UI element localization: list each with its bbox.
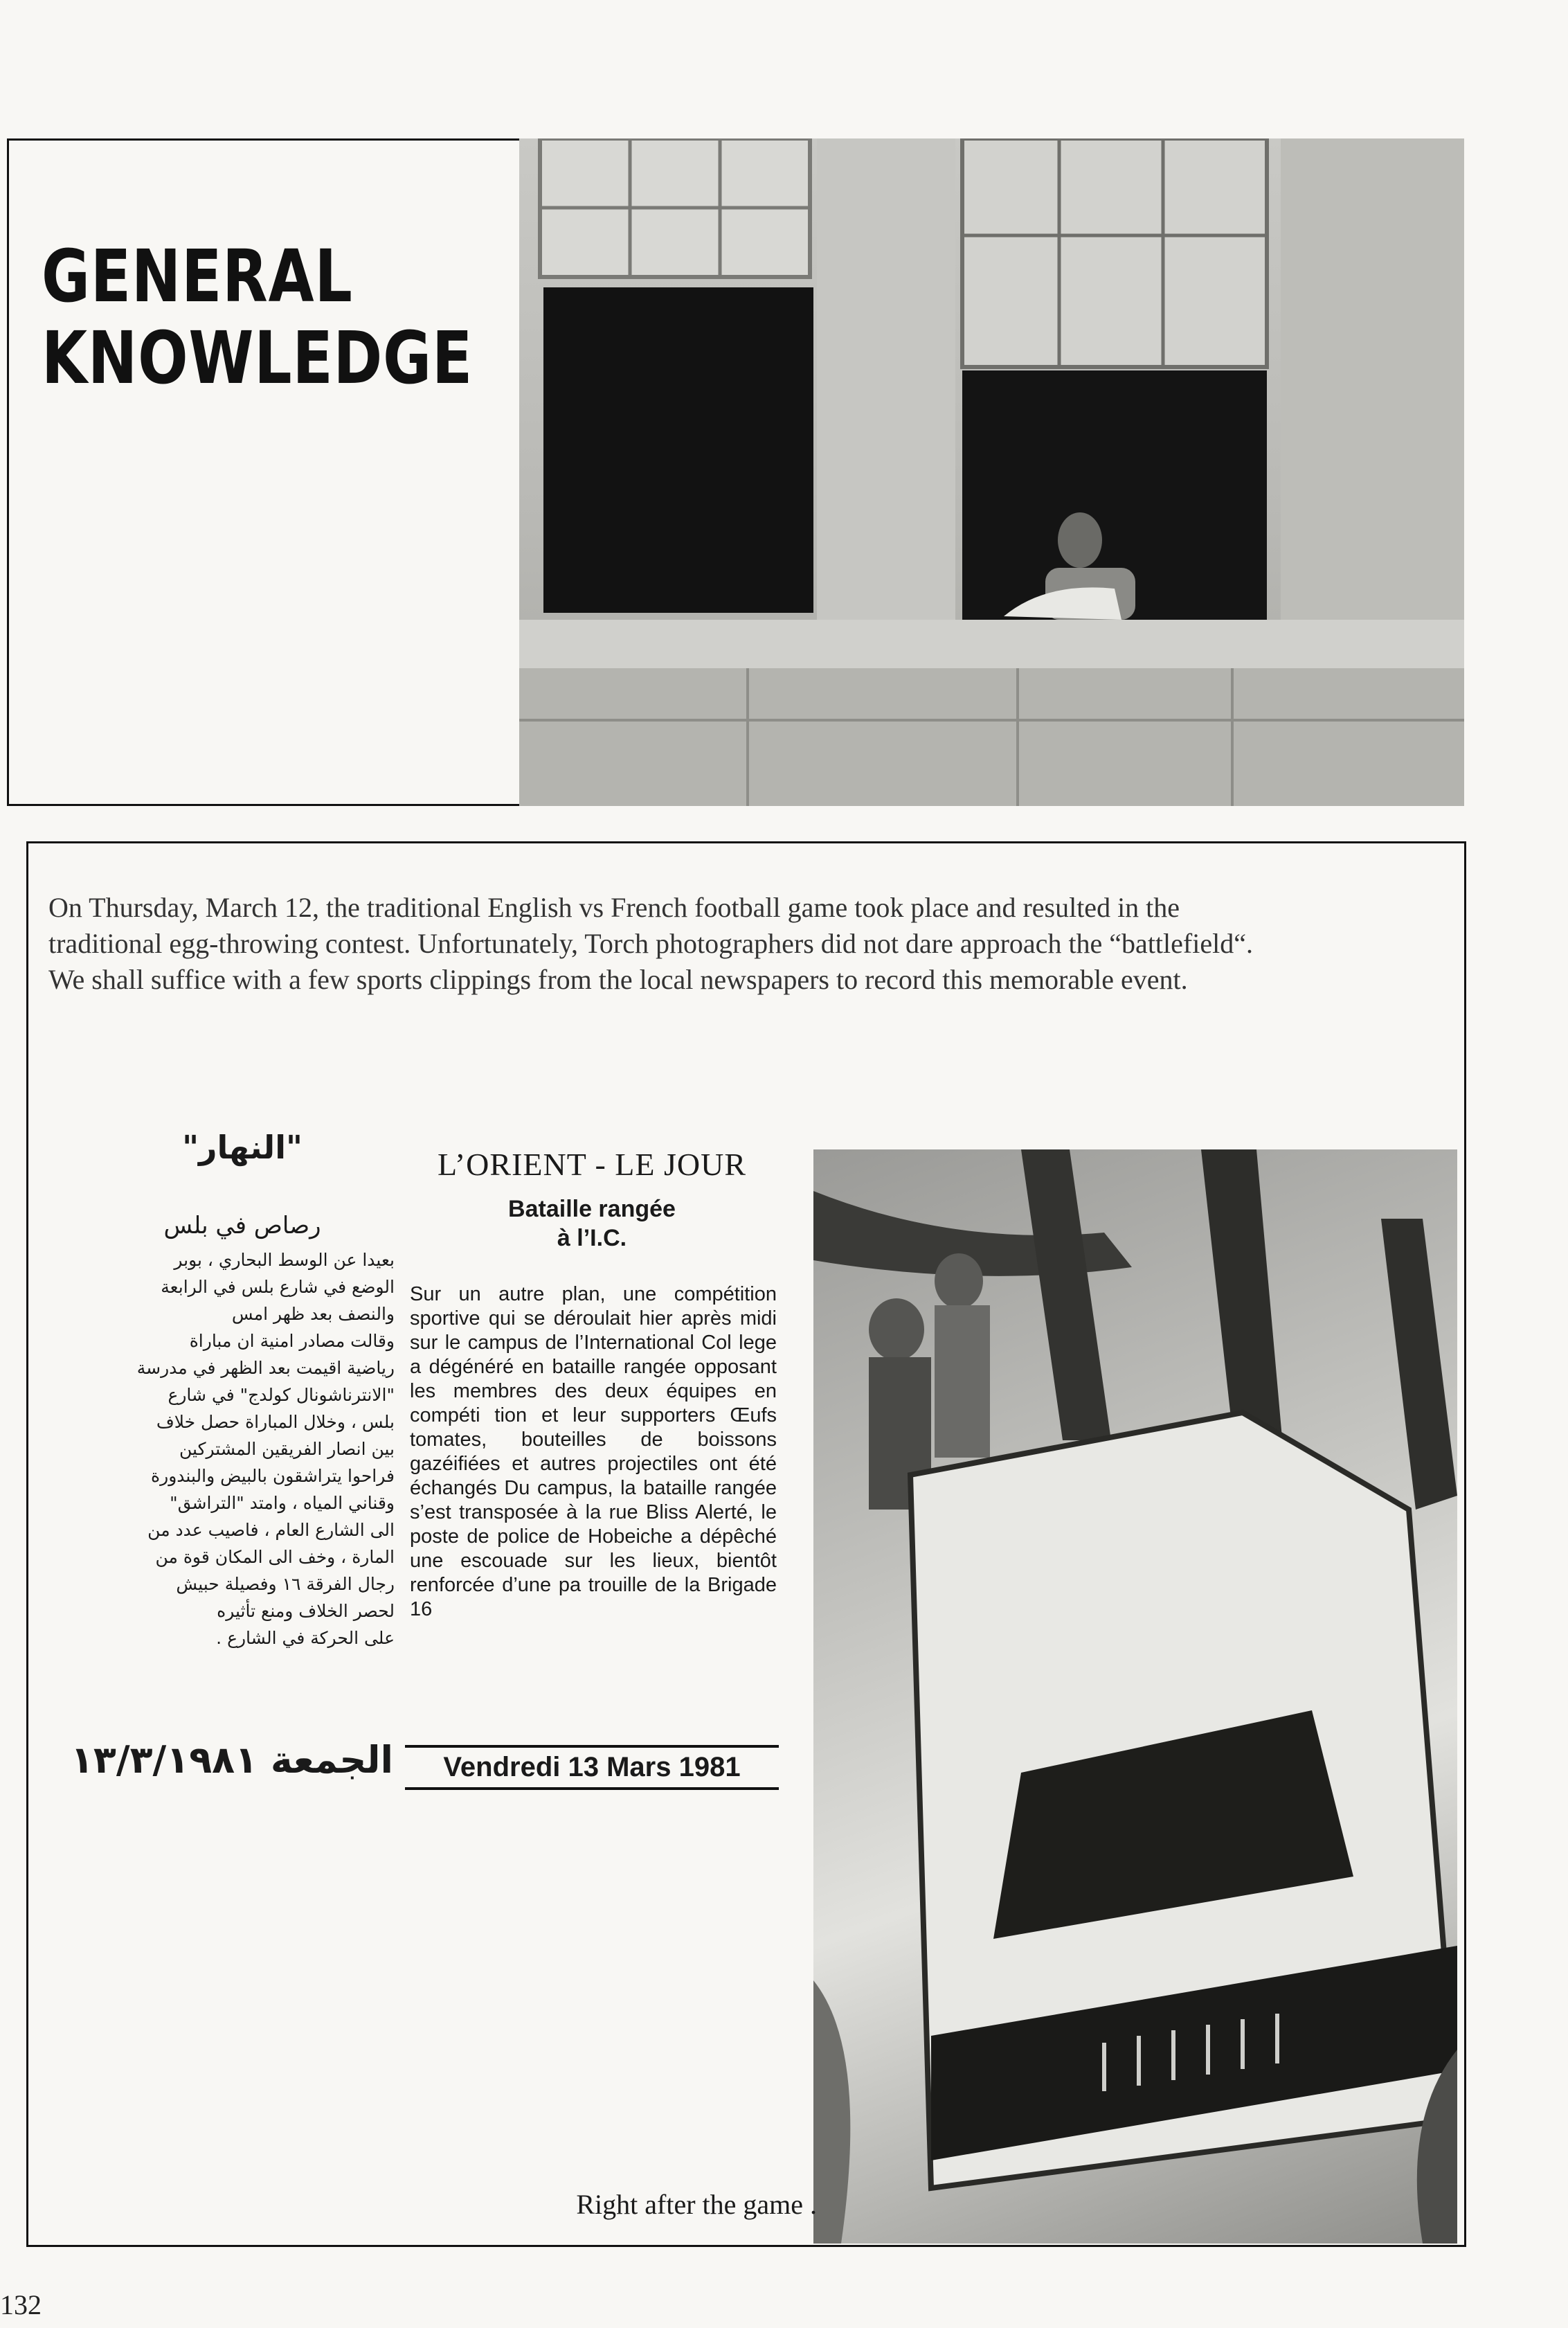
arabic-body-line: بلس ، وخلال المباراة حصل خلاف [156, 1412, 395, 1432]
arabic-body-line: بين انصار الفريقين المشتركين [179, 1439, 395, 1459]
arabic-body-line: "الانترناشونال كولدج" في شارع [168, 1385, 395, 1405]
page-number: 132 [0, 2289, 42, 2320]
french-headline [402, 1194, 782, 1253]
arabic-body-line: رياضية اقيمت بعد الظهر في مدرسة [136, 1358, 395, 1378]
arabic-headline: رصاص في بلس [163, 1212, 321, 1239]
french-masthead: L’ORIENT - LE JOUR [437, 1147, 747, 1182]
section-title-line-2: KNOWLEDGE [42, 316, 474, 400]
french-headline-line-1: Bataille rangée [508, 1196, 676, 1222]
arabic-body-line: والنصف بعد ظهر امس [231, 1304, 395, 1324]
arabic-body-line: على الحركة في الشارع . [216, 1628, 395, 1648]
building-window-photo-drawing [519, 138, 1464, 806]
photo-caption: Right after the game . [576, 2189, 817, 2220]
arabic-body-line: بعيدا عن الوسط البحاري ، بوبر [174, 1250, 395, 1270]
french-article-body: Sur un autre plan, une compétition sportive qui se déroulait hier après midi sur le campus de l’International Col lege a dégénéré en bataille rangée opposant les membres des deux équipes en compéti tion et leur supporters Œufs tomates, bouteilles de boissons gazéifiées et autres projectiles ont été échangés Du campus, la bataille rangée s’est transposée à la rue Bliss Alerté, le poste de police de Hobeiche a dépêché une escouade sur les lieux, bientôt renforcée d’une pa trouille de la Brigade 16 [410, 1283, 777, 1620]
arabic-date: الجمعة ١٣/٣/١٩٨١ [70, 1738, 394, 1782]
french-date: Vendredi 13 Mars 1981 [405, 1745, 779, 1790]
intro-paragraph: On Thursday, March 12, the traditional English vs French football game took place and resulted in the traditional egg-throwing contest. Unfortunately, Torch photographers did not dare approach the “battlefield“. We shall suffice with a few sports clippings from the local newspapers to record this memorable event. [48, 892, 1253, 995]
arabic-masthead: "النهار" [182, 1129, 303, 1166]
arabic-body-line: المارة ، وخف الى المكان قوة من [155, 1547, 395, 1567]
crushed-car-photo-drawing [813, 1149, 1457, 2244]
arabic-body-line: فراحوا يتراشقون بالبيض والبندورة [151, 1466, 395, 1486]
crushed-car-photo [813, 1149, 1457, 2244]
section-title [42, 234, 474, 400]
arabic-body-line: وقالت مصادر امنية ان مباراة [189, 1331, 395, 1351]
section-title-line-1: GENERAL [42, 234, 353, 319]
french-headline-line-2: à l’I.C. [557, 1225, 627, 1251]
arabic-body-line: الى الشارع العام ، فاصيب عدد من [147, 1520, 395, 1540]
building-window-photo [519, 138, 1464, 806]
arabic-body-line: لحصر الخلاف ومنع تأثيره [217, 1601, 395, 1621]
arabic-article-body [90, 1246, 395, 1651]
arabic-body-line: الوضع في شارع بلس في الرابعة [161, 1277, 395, 1297]
arabic-body-line: رجال الفرقة ١٦ وفصيلة حبيش [176, 1574, 395, 1594]
arabic-body-line: وقناني المياه ، وامتد "التراشق" [170, 1493, 395, 1513]
